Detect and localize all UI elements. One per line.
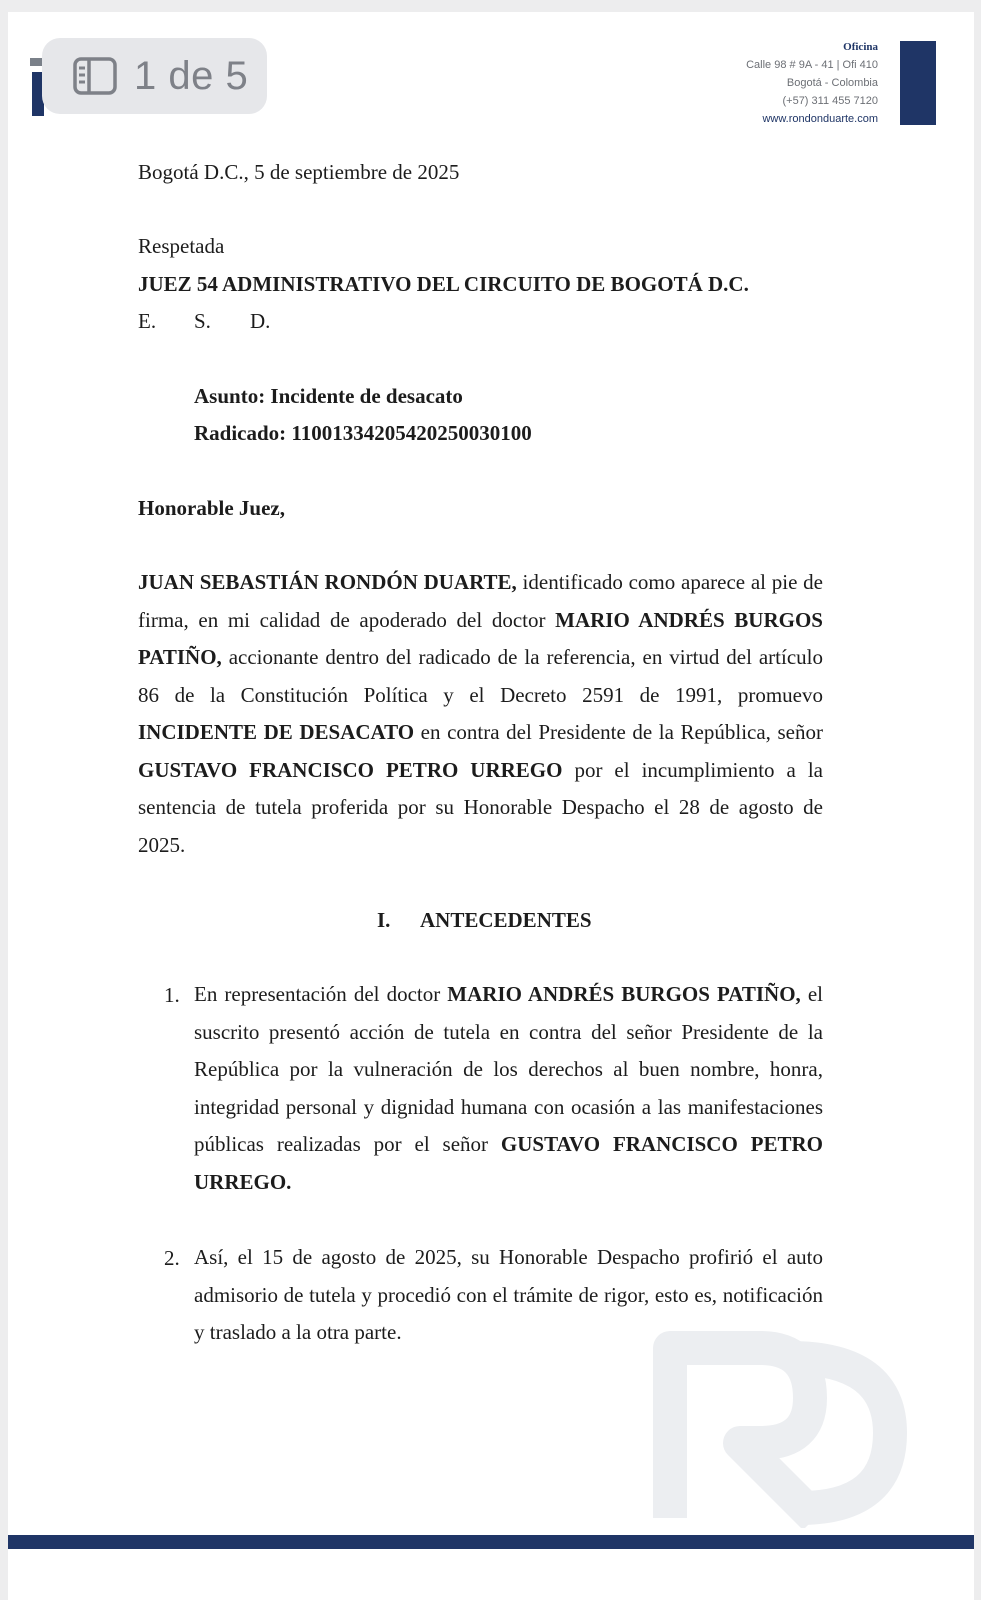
esd-e: E. xyxy=(138,309,157,333)
intro-client-bold: MARIO ANDRÉS BURGOS PATIÑO, xyxy=(138,607,823,669)
item-1-text-c: el suscrito presentó acción de tutela en contra del señor Presidente de la República por la vulneración de los derechos al buen nombre, honra, integridad personal y dignidad humana con ocasión a las manifestaciones públicas realizadas por el señor xyxy=(194,982,823,1156)
intro-text-1: identificado como aparece al pie de firma, en mi calidad de apoderado del doctor xyxy=(138,570,823,632)
item-1-president-bold: GUSTAVO FRANCISCO PETRO URREGO. xyxy=(194,1132,823,1194)
intro-text-3: en contra del Presidente de la República, señor xyxy=(414,720,823,744)
greeting: Honorable Juez, xyxy=(138,496,285,520)
section-title: ANTECEDENTES xyxy=(420,908,592,932)
radicado-line: Radicado: 11001334205420250030100 xyxy=(194,421,532,445)
item-2-number: 2. xyxy=(164,1246,180,1270)
sidebar-toggle-icon[interactable] xyxy=(72,56,118,96)
salutation-pre: Respetada xyxy=(138,234,225,258)
page-indicator[interactable] xyxy=(42,38,267,114)
office-title: Oficina xyxy=(843,41,878,53)
date-line: Bogotá D.C., 5 de septiembre de 2025 xyxy=(138,160,460,184)
intro-president-bold: GUSTAVO FRANCISCO PETRO URREGO xyxy=(138,757,563,782)
rd-watermark-icon xyxy=(640,1318,910,1528)
esd-d: D. xyxy=(250,309,271,333)
intro-incident-bold: INCIDENTE DE DESACATO xyxy=(138,720,415,744)
letterhead-accent-block xyxy=(900,41,936,125)
office-website: www.rondonduarte.com xyxy=(762,113,878,125)
document-page xyxy=(8,12,974,1600)
footer-bar xyxy=(8,1535,974,1549)
subject-line: Asunto: Incidente de desacato xyxy=(194,384,463,408)
office-city: Bogotá - Colombia xyxy=(786,77,878,89)
section-number: I. xyxy=(377,908,391,932)
intro-name-bold: JUAN SEBASTIÁN RONDÓN DUARTE, xyxy=(138,570,517,594)
office-phone: (+57) 311 455 7120 xyxy=(782,95,878,107)
item-1-number: 1. xyxy=(164,983,180,1007)
intro-paragraph xyxy=(138,564,823,864)
office-address: Calle 98 # 9A - 41 | Ofi 410 xyxy=(746,59,878,71)
addressee: JUEZ 54 ADMINISTRATIVO DEL CIRCUITO DE BOGOTÁ D.C. xyxy=(138,272,749,296)
letterhead-office xyxy=(746,38,878,128)
item-1-text xyxy=(194,976,823,1201)
item-1-client-bold: MARIO ANDRÉS BURGOS PATIÑO, xyxy=(447,982,801,1006)
intro-text-4: por el incumplimiento a la sentencia de tutela proferida por su Honorable Despacho el 28 de agosto de 2025. xyxy=(138,757,823,857)
intro-text-2: accionante dentro del radicado de la referencia, en virtud del artículo 86 de la Constitución Política y el Decreto 2591 de 1991, promuevo xyxy=(138,645,823,707)
item-1-text-a: En representación del doctor xyxy=(194,982,448,1006)
esd-s: S. xyxy=(194,309,211,333)
item-2-text-a: Así, el 15 de agosto de 2025, su Honorable Despacho profirió el auto admisorio de tutela y procedió con el trámite de rigor, esto es, notificación y traslado a la otra parte. xyxy=(194,1245,823,1344)
page-counter: 1 de 5 xyxy=(134,53,249,98)
